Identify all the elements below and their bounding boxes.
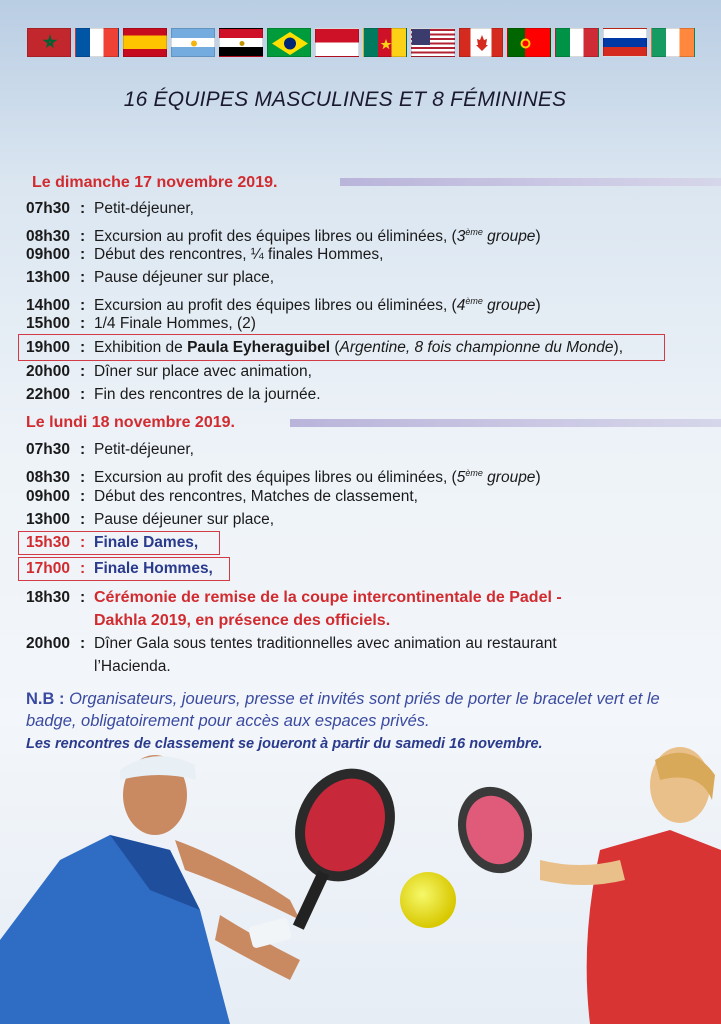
- flag-brazil-icon: [267, 28, 311, 57]
- flag-usa-icon: [411, 28, 455, 57]
- day2-divider: [290, 419, 721, 427]
- flag-cameroon-icon: [363, 28, 407, 57]
- schedule-row-exhibition: 19h00 : Exhibition de Paula Eyheraguibel (Argentine, 8 fois championne du Monde),: [26, 339, 624, 356]
- schedule-row: 13h00 : Pause déjeuner sur place,: [26, 511, 275, 528]
- page-title: 16 ÉQUIPES MASCULINES ET 8 FÉMININES: [123, 88, 567, 111]
- flag-ireland-icon: [651, 28, 695, 57]
- flag-morocco-icon: [27, 28, 71, 57]
- schedule-row: 09h00 : Début des rencontres, ¼ finales Hommes,: [26, 246, 384, 263]
- flag-russia-icon: [603, 28, 647, 57]
- flag-monaco-icon: [315, 28, 359, 57]
- schedule-row: 15h00 : 1/4 Finale Hommes, (2): [26, 315, 256, 332]
- flag-spain-icon: [123, 28, 167, 57]
- day1-title: Le dimanche 17 novembre 2019.: [32, 174, 278, 191]
- flag-canada-icon: [459, 28, 503, 57]
- racket-icon: [446, 776, 544, 883]
- schedule-row: 22h00 : Fin des rencontres de la journée.: [26, 386, 321, 403]
- schedule-row-cont: l’Hacienda.: [94, 658, 171, 675]
- schedule-row: 09h00 : Début des rencontres, Matches de classement,: [26, 488, 418, 505]
- schedule-row: 07h30 : Petit-déjeuner,: [26, 441, 194, 458]
- female-player-icon: [540, 747, 721, 1024]
- nb-schedule-note: Les rencontres de classement se joueront à partir du samedi 16 novembre.: [26, 736, 543, 752]
- schedule-row-ceremony-cont: Dakhla 2019, en présence des officiels.: [94, 612, 391, 629]
- schedule-row: 14h00 : Excursion au profit des équipes libres ou éliminées, (4ème groupe): [26, 296, 541, 315]
- flags-row: [27, 28, 695, 57]
- nb-note: [26, 688, 706, 732]
- racket-icon: [277, 752, 413, 930]
- day1-divider: [340, 178, 721, 186]
- flag-france-icon: [75, 28, 119, 57]
- flag-portugal-icon: [507, 28, 551, 57]
- schedule-row: 07h30 : Petit-déjeuner,: [26, 200, 194, 217]
- schedule-row: 13h00 : Pause déjeuner sur place,: [26, 269, 275, 286]
- padel-players-illustration: [0, 740, 721, 1024]
- male-player-icon: [0, 755, 300, 1024]
- player-name: Paula Eyheraguibel: [187, 339, 331, 356]
- nb-label: N.B :: [26, 690, 65, 708]
- flag-egypt-icon: [219, 28, 263, 57]
- schedule-row: 20h00 : Dîner sur place avec animation,: [26, 363, 312, 380]
- schedule-row-ceremony: 18h30 : Cérémonie de remise de la coupe intercontinentale de Padel -: [26, 589, 562, 606]
- nb-text: Organisateurs, joueurs, presse et invités sont priés de porter le bracelet vert et le badge, obligatoirement pour accès aux espaces privés.: [26, 690, 660, 730]
- flag-argentina-icon: [171, 28, 215, 57]
- schedule-row-finale-hommes: 17h00 : Finale Hommes,: [26, 560, 213, 577]
- flag-italy-icon: [555, 28, 599, 57]
- schedule-row: 20h00 : Dîner Gala sous tentes traditionnelles avec animation au restaurant: [26, 635, 557, 652]
- schedule-row: 08h30 : Excursion au profit des équipes libres ou éliminées, (3ème groupe): [26, 227, 541, 246]
- schedule-row-finale-dames: 15h30 : Finale Dames,: [26, 534, 199, 551]
- schedule-row: 08h30 : Excursion au profit des équipes libres ou éliminées, (5ème groupe): [26, 468, 541, 487]
- time: 07h30: [26, 200, 70, 217]
- tennis-ball-icon: [400, 872, 456, 928]
- day2-title: Le lundi 18 novembre 2019.: [26, 414, 235, 431]
